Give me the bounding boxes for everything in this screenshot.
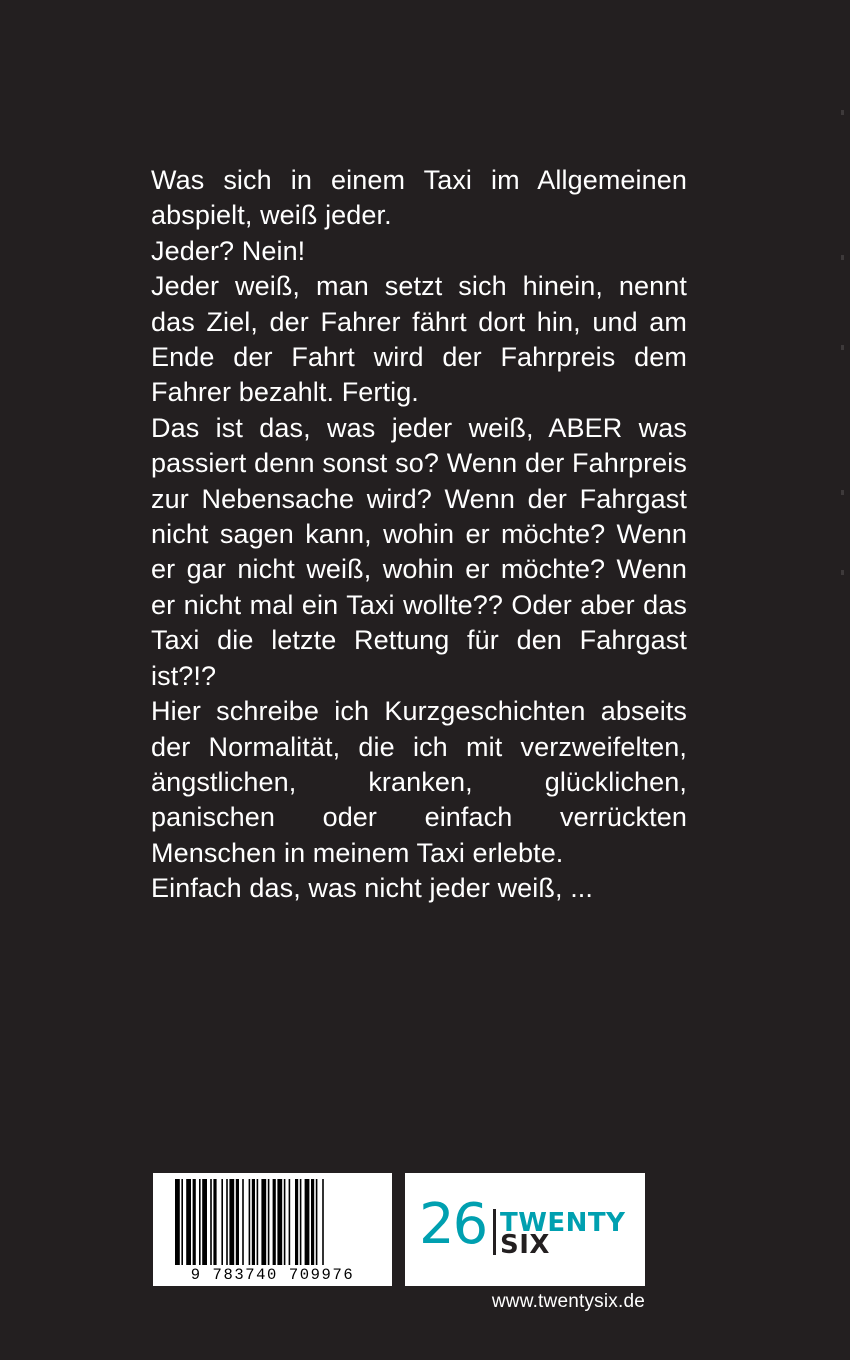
barcode-bar	[199, 1179, 201, 1265]
blurb-paragraph: Das ist das, was jeder weiß, ABER was passiert denn sonst so? Wenn der Fahrpreis zur Nebensache wird? Wenn der Fahrgast nicht sagen kann, wohin er möchte? Wenn er gar nicht weiß, wohin er möchte? Wenn er nicht mal ein Taxi wollte?? Oder aber das Taxi die letzte Rettung für den Fahrgast ist?!?	[151, 412, 687, 691]
barcode-bar	[268, 1179, 270, 1265]
barcode-bar	[229, 1179, 234, 1265]
spine-mark	[841, 490, 844, 495]
barcode-bar	[305, 1179, 310, 1265]
publisher-logo	[405, 1173, 645, 1286]
barcode-bar	[316, 1179, 318, 1265]
barcode-bar	[289, 1179, 291, 1265]
barcode-bar	[252, 1179, 255, 1265]
barcode-bar	[210, 1179, 212, 1265]
barcode-bar	[186, 1179, 191, 1265]
barcode-bar	[181, 1179, 183, 1265]
barcode-bar	[277, 1179, 282, 1265]
barcode-bar	[322, 1179, 324, 1265]
logo-word-six: SIX	[500, 1230, 550, 1260]
publisher-website: www.twentysix.de	[491, 1291, 645, 1312]
barcode-bar	[249, 1179, 251, 1265]
blurb-paragraph: Jeder? Nein!	[151, 235, 306, 266]
barcode-bar	[257, 1179, 259, 1265]
spine-mark	[841, 255, 844, 260]
barcode-bar	[242, 1179, 244, 1265]
barcode-bar	[175, 1179, 180, 1265]
barcode-bar	[213, 1179, 216, 1265]
logo-number: 26	[419, 1192, 487, 1257]
barcode-bar	[311, 1179, 314, 1265]
logo-word-twenty: TWENTY	[500, 1208, 626, 1238]
barcode-bar	[236, 1179, 239, 1265]
blurb-paragraph: Hier schreibe ich Kurzgeschichten abseits der Normalität, die ich mit verzweifelten, ängstlichen, kranken, glücklichen, panischen oder einfach verrückten Menschen in meinem Taxi erlebte.	[151, 696, 687, 868]
isbn-digits: 9 783740 709976	[190, 1266, 355, 1284]
barcode-bar	[295, 1179, 298, 1265]
blurb-paragraph: Was sich in einem Taxi im Allgemeinen abspielt, weiß jeder.	[151, 165, 687, 231]
spine-mark	[841, 345, 844, 350]
barcode-bar	[273, 1179, 276, 1265]
barcode-bar	[261, 1179, 266, 1265]
barcode-bars	[153, 1173, 392, 1265]
spine-mark	[841, 110, 844, 115]
barcode-bar	[202, 1179, 207, 1265]
barcode-bar	[284, 1179, 286, 1265]
barcode-bar	[221, 1179, 223, 1265]
barcode-bar	[193, 1179, 196, 1265]
barcode-bar	[300, 1179, 302, 1265]
barcode-bar	[226, 1179, 228, 1265]
blurb-paragraph: Einfach das, was nicht jeder weiß, ...	[151, 873, 593, 904]
blurb-text	[151, 163, 687, 907]
blurb-paragraph: Jeder weiß, man setzt sich hinein, nennt das Ziel, der Fahrer fährt dort hin, und am Ende der Fahrt wird der Fahrpreis dem Fahrer bezahlt. Fertig.	[151, 271, 687, 408]
spine-mark	[841, 570, 844, 575]
logo-divider	[493, 1209, 496, 1255]
isbn-barcode	[153, 1173, 392, 1286]
